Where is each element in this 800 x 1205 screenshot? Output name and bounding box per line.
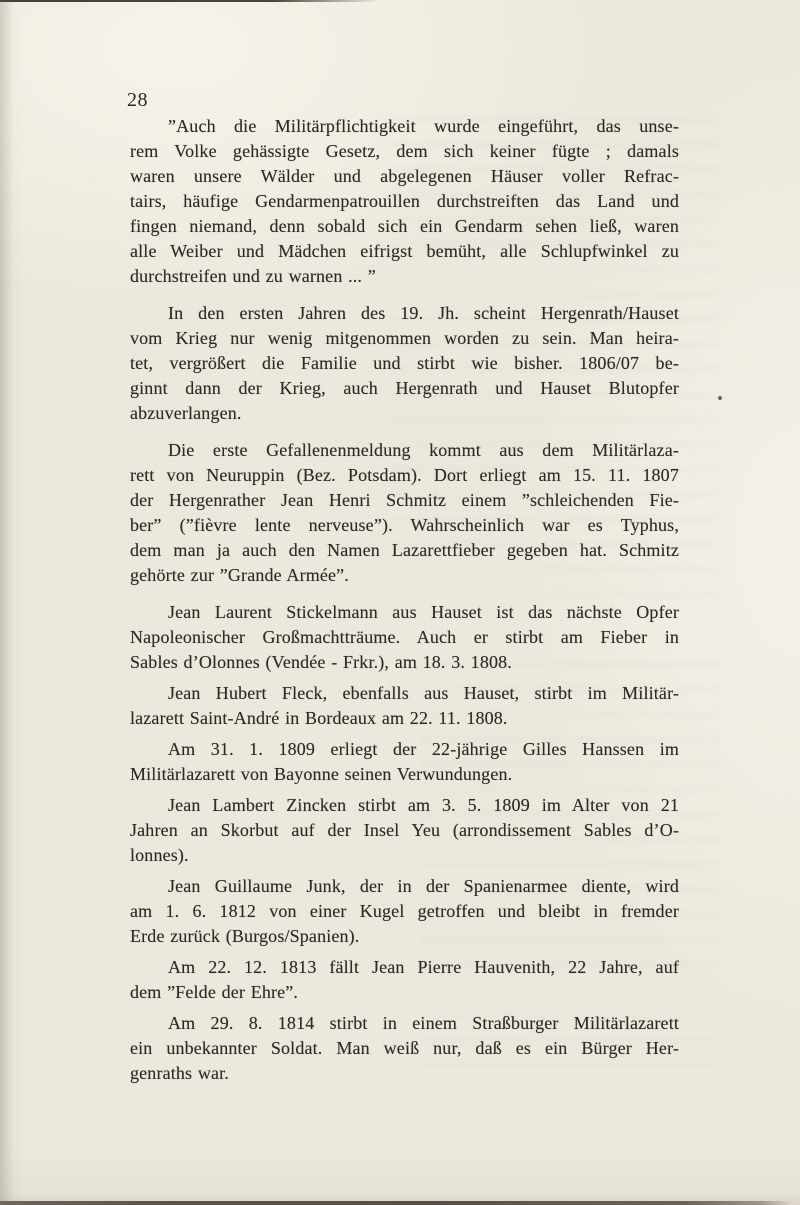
text-line: Am 22. 12. 1813 fällt Jean Pierre Hauvenith, 22 Jahre, auf xyxy=(168,957,679,977)
text-line: genraths war. xyxy=(130,1063,229,1083)
paragraph xyxy=(130,874,679,949)
paragraph xyxy=(130,114,679,289)
page-number: 28 xyxy=(127,89,148,111)
text-line: Jean Hubert Fleck, ebenfalls aus Hauset, stirbt im Militär- xyxy=(168,683,679,703)
scan-edge-top xyxy=(0,0,380,2)
text-line: Jean Lambert Zincken stirbt am 3. 5. 1809 im Alter von 21 xyxy=(168,795,679,815)
body-text xyxy=(130,114,679,1086)
scan-edge-bottom xyxy=(0,1201,800,1205)
text-line: lonnes). xyxy=(130,845,189,865)
text-line: der Hergenrather Jean Henri Schmitz einem ”schleichenden Fie- xyxy=(130,490,679,510)
text-line: ”Auch die Militärpflichtigkeit wurde eingeführt, das unse- xyxy=(168,116,679,136)
text-line: fingen niemand, denn sobald sich ein Gendarm sehen ließ, waren xyxy=(130,216,679,236)
text-line: Jahren an Skorbut auf der Insel Yeu (arrondissement Sables d’O- xyxy=(130,820,679,840)
text-line: tet, vergrößert die Familie und stirbt wie bisher. 1806/07 be- xyxy=(130,353,679,373)
ink-speck xyxy=(718,396,722,400)
paragraph xyxy=(130,301,679,426)
paragraph xyxy=(130,1011,679,1086)
paragraph xyxy=(130,737,679,787)
scan-edge-left xyxy=(0,0,14,1205)
text-line: rem Volke gehässigte Gesetz, dem sich keiner fügte ; damals xyxy=(130,141,679,161)
text-line: Erde zurück (Burgos/Spanien). xyxy=(130,926,360,946)
paragraph xyxy=(130,793,679,868)
text-line: waren unsere Wälder und abgelegenen Häuser voller Refrac- xyxy=(130,166,679,186)
paragraph xyxy=(130,955,679,1005)
text-line: Napoleonischer Großmachtträume. Auch er stirbt am Fieber in xyxy=(130,627,679,647)
text-line: am 1. 6. 1812 von einer Kugel getroffen und bleibt in fremder xyxy=(130,901,679,921)
paragraph xyxy=(130,681,679,731)
text-line: Am 29. 8. 1814 stirbt in einem Straßburger Militärlazarett xyxy=(168,1013,679,1033)
text-line: lazarett Saint-André in Bordeaux am 22. 11. 1808. xyxy=(130,708,508,728)
text-line: In den ersten Jahren des 19. Jh. scheint Hergenrath/Hauset xyxy=(168,303,679,323)
text-line: ber” (”fièvre lente nerveuse”). Wahrscheinlich war es Typhus, xyxy=(130,515,679,535)
text-line: Militärlazarett von Bayonne seinen Verwundungen. xyxy=(130,764,513,784)
text-line: dem man ja auch den Namen Lazarettfieber gegeben hat. Schmitz xyxy=(130,540,679,560)
text-line: vom Krieg nur wenig mitgenommen worden zu sein. Man heira- xyxy=(130,328,679,348)
text-line: Am 31. 1. 1809 erliegt der 22-jährige Gilles Hanssen im xyxy=(168,739,679,759)
paragraph xyxy=(130,600,679,675)
text-line: gehörte zur ”Grande Armée”. xyxy=(130,565,349,585)
text-line: ginnt dann der Krieg, auch Hergenrath und Hauset Blutopfer xyxy=(130,378,679,398)
text-line: Jean Guillaume Junk, der in der Spanienarmee diente, wird xyxy=(168,876,679,896)
text-line: abzuverlangen. xyxy=(130,403,242,423)
text-line: durchstreifen und zu warnen ... ” xyxy=(130,266,376,286)
text-line: tairs, häufige Gendarmenpatrouillen durchstreiften das Land und xyxy=(130,191,679,211)
text-line: dem ”Felde der Ehre”. xyxy=(130,982,299,1002)
paragraph xyxy=(130,438,679,588)
text-line: Sables d’Olonnes (Vendée - Frkr.), am 18. 3. 1808. xyxy=(130,652,512,672)
text-line: alle Weiber und Mädchen eifrigst bemüht, alle Schlupfwinkel zu xyxy=(130,241,679,261)
text-line: rett von Neuruppin (Bez. Potsdam). Dort erliegt am 15. 11. 1807 xyxy=(130,465,679,485)
text-line: Die erste Gefallenenmeldung kommt aus dem Militärlaza- xyxy=(168,440,679,460)
text-line: ein unbekannter Soldat. Man weiß nur, daß es ein Bürger Her- xyxy=(130,1038,679,1058)
text-line: Jean Laurent Stickelmann aus Hauset ist das nächste Opfer xyxy=(168,602,679,622)
